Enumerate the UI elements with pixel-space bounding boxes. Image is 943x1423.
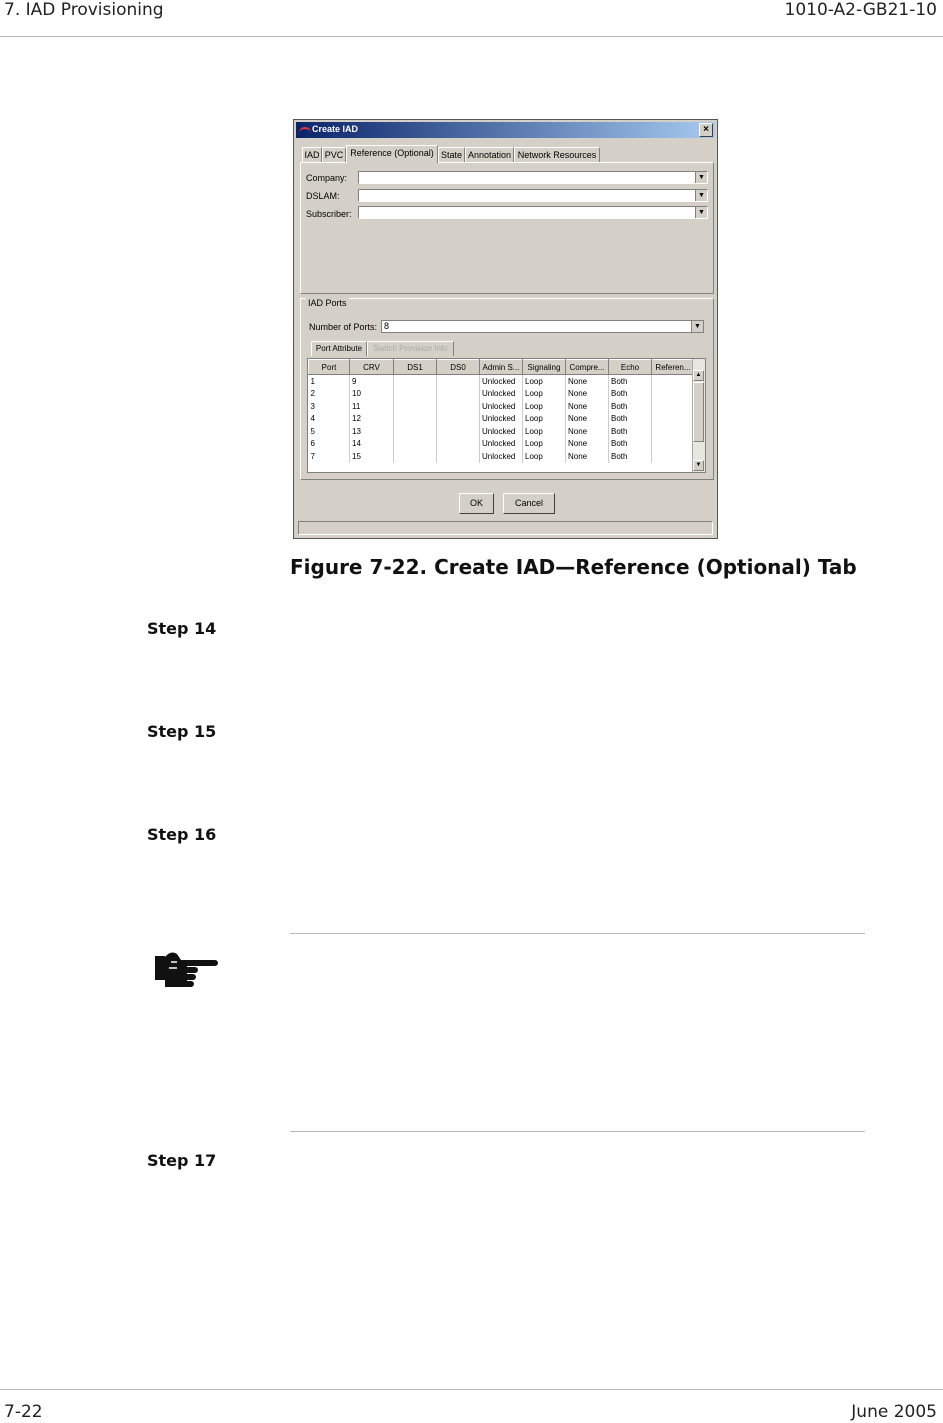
table-cell: [394, 388, 437, 401]
table-cell: None: [566, 400, 609, 413]
table-cell: Unlocked: [480, 438, 523, 451]
table-cell: Unlocked: [480, 400, 523, 413]
table-cell: Both: [609, 388, 652, 401]
table-cell: [437, 388, 480, 401]
column-header[interactable]: Compre...: [566, 360, 609, 375]
table-cell: None: [566, 388, 609, 401]
table-cell: [437, 438, 480, 451]
table-cell: 9: [350, 375, 394, 388]
table-cell: Loop: [523, 400, 566, 413]
table-cell: Both: [609, 425, 652, 438]
page-footer: [0, 1389, 943, 1423]
close-button[interactable]: ×: [699, 123, 713, 137]
column-header[interactable]: Echo: [609, 360, 652, 375]
table-cell: [394, 413, 437, 426]
table-cell: [394, 438, 437, 451]
ok-button[interactable]: OK: [459, 493, 494, 514]
column-header[interactable]: CRV: [350, 360, 394, 375]
table-cell: None: [566, 438, 609, 451]
table-cell: [394, 375, 437, 388]
table-cell: 1: [309, 375, 350, 388]
table-cell: Loop: [523, 375, 566, 388]
note-top-rule: [290, 933, 865, 934]
table-cell: 15: [350, 450, 394, 463]
table-cell: 4: [309, 413, 350, 426]
table-cell: Loop: [523, 438, 566, 451]
table-cell: None: [566, 375, 609, 388]
section-title: 7. IAD Provisioning: [4, 0, 164, 20]
table-cell: Both: [609, 450, 652, 463]
chevron-down-icon[interactable]: ▼: [691, 321, 703, 332]
iad-ports-label: IAD Ports: [308, 298, 347, 308]
app-logo-icon: [299, 127, 311, 134]
table-cell: Unlocked: [480, 450, 523, 463]
table-scrollbar[interactable]: [692, 359, 705, 472]
dialog-titlebar: [296, 122, 715, 138]
scroll-thumb[interactable]: [693, 382, 704, 442]
tab-network-resources[interactable]: Network Resources: [514, 147, 600, 162]
dslam-select[interactable]: [358, 189, 708, 202]
figure-caption: Figure 7-22. Create IAD—Reference (Optional) Tab: [290, 555, 857, 579]
table-cell: [652, 388, 695, 401]
reference-panel: [300, 162, 714, 294]
table-cell: [437, 450, 480, 463]
table-cell: Unlocked: [480, 388, 523, 401]
table-cell: Unlocked: [480, 375, 523, 388]
page-number: 7-22: [4, 1402, 43, 1422]
tab-port-attribute[interactable]: Port Attribute: [311, 341, 367, 356]
table-row[interactable]: [309, 425, 695, 438]
table-header-row: [309, 360, 695, 375]
chevron-down-icon[interactable]: ▼: [695, 172, 707, 183]
page-header: [0, 0, 943, 37]
table-row[interactable]: [309, 400, 695, 413]
table-cell: [437, 375, 480, 388]
table-cell: [437, 425, 480, 438]
table-cell: 11: [350, 400, 394, 413]
number-of-ports-value: 8: [384, 321, 390, 331]
column-header[interactable]: DS0: [437, 360, 480, 375]
cancel-button[interactable]: Cancel: [503, 493, 555, 514]
table-cell: Both: [609, 375, 652, 388]
dialog-title: Create IAD: [312, 124, 359, 134]
subscriber-select[interactable]: [358, 206, 708, 219]
table-cell: [652, 375, 695, 388]
column-header[interactable]: Signaling: [523, 360, 566, 375]
table-cell: 2: [309, 388, 350, 401]
column-header[interactable]: Referen...: [652, 360, 695, 375]
table-row[interactable]: [309, 450, 695, 463]
table-row[interactable]: [309, 438, 695, 451]
step-label: Step 16: [147, 825, 217, 844]
table-cell: Both: [609, 413, 652, 426]
tab-iad[interactable]: IAD: [302, 147, 322, 162]
table-cell: 6: [309, 438, 350, 451]
table-cell: 14: [350, 438, 394, 451]
chevron-down-icon[interactable]: ▼: [695, 207, 707, 218]
tab-annotation[interactable]: Annotation: [465, 147, 514, 162]
table-cell: [394, 400, 437, 413]
dslam-label: DSLAM:: [306, 191, 340, 201]
table-cell: Both: [609, 400, 652, 413]
company-label: Company:: [306, 173, 348, 183]
step-label: Step 15: [147, 722, 217, 741]
table-cell: [394, 425, 437, 438]
scroll-down-icon[interactable]: ▼: [693, 460, 704, 471]
note-bottom-rule: [290, 1131, 865, 1132]
table-cell: 13: [350, 425, 394, 438]
table-cell: 7: [309, 450, 350, 463]
document-id: 1010-A2-GB21-10: [784, 0, 937, 20]
ports-table: [307, 358, 706, 473]
pointing-hand-icon: [153, 948, 219, 992]
table-cell: None: [566, 413, 609, 426]
table-cell: Loop: [523, 425, 566, 438]
status-bar: [298, 521, 713, 535]
table-cell: [652, 400, 695, 413]
iad-ports-group: [300, 298, 714, 480]
table-cell: 10: [350, 388, 394, 401]
table-cell: Loop: [523, 413, 566, 426]
table-row[interactable]: [309, 375, 695, 388]
table-cell: [437, 413, 480, 426]
column-header[interactable]: DS1: [394, 360, 437, 375]
number-of-ports-select[interactable]: [381, 320, 704, 333]
tab-switch-provision-info: Switch Provision Info: [367, 341, 454, 356]
table-cell: 5: [309, 425, 350, 438]
table-cell: [394, 450, 437, 463]
publication-date: June 2005: [851, 1402, 937, 1422]
table-cell: Loop: [523, 450, 566, 463]
table-row[interactable]: [309, 388, 695, 401]
table-cell: Loop: [523, 388, 566, 401]
table-cell: [652, 425, 695, 438]
tab-state[interactable]: State: [438, 147, 465, 162]
table-cell: 12: [350, 413, 394, 426]
table-cell: None: [566, 425, 609, 438]
table-cell: [652, 413, 695, 426]
table-cell: [652, 438, 695, 451]
table-cell: Both: [609, 438, 652, 451]
create-iad-dialog: [293, 119, 718, 539]
table-cell: Unlocked: [480, 413, 523, 426]
table-cell: [652, 450, 695, 463]
table-row[interactable]: [309, 413, 695, 426]
number-of-ports-label: Number of Ports:: [309, 322, 378, 332]
tab-reference-optional[interactable]: Reference (Optional): [346, 145, 438, 163]
table-cell: Unlocked: [480, 425, 523, 438]
step-label: Step 14: [147, 619, 217, 638]
table-cell: 3: [309, 400, 350, 413]
chevron-down-icon[interactable]: ▼: [695, 190, 707, 201]
table-cell: None: [566, 450, 609, 463]
step-label: Step 17: [147, 1151, 217, 1170]
tab-pvc[interactable]: PVC: [322, 147, 346, 162]
column-header[interactable]: Admin S...: [480, 360, 523, 375]
table-cell: [437, 400, 480, 413]
company-select[interactable]: [358, 171, 708, 184]
subscriber-label: Subscriber:: [306, 209, 352, 219]
scroll-up-icon[interactable]: ▲: [693, 370, 704, 381]
column-header[interactable]: Port: [309, 360, 350, 375]
